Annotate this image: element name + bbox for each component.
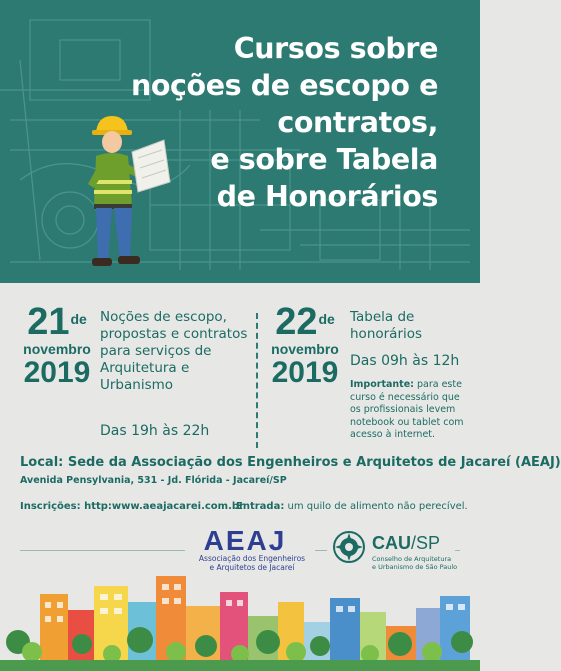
aeaj-logo [190,525,300,555]
brasao-icon [332,530,366,564]
aeaj-caption-line: e Arquitetos de Jacareí [209,563,295,572]
event-location: Local: Sede da Associação dos Engenheiros e Arquitetos de Jacareí (AEAJ) [20,455,561,470]
hero-title-line: contratos, [277,106,438,139]
course-2-hours: Das 09h às 12h [350,353,460,369]
entry-label: Entrada: [236,501,285,512]
course-1-hours: Das 19h às 22h [100,423,210,439]
hero-banner [0,0,480,283]
cau-sp: /SP [411,533,441,553]
course-1-title [100,309,250,394]
course-line: Urbanismo [100,377,174,393]
entry-requirement [236,501,468,512]
date-day: 22 [275,301,318,343]
date-month: novembro [23,341,91,357]
date-year: 2019 [23,356,91,389]
dashed-divider [256,313,258,448]
date-month: novembro [271,341,339,357]
registration-link[interactable]: Inscrições: http:www.aeajacarei.com.br [20,501,244,512]
note-text: para este curso é necessário que os profissionais levem notebook ou tablet com acesso à internet. [350,379,464,440]
note-label: Importante: [350,379,414,390]
sponsor-logos [0,520,480,580]
cau-caption [372,555,457,571]
hero-title-line: Cursos sobre [233,32,438,65]
hero-title-line: noções de escopo e [130,69,438,102]
hero-title-line: de Honorários [216,180,438,213]
course-line: Arquitetura e [100,360,190,376]
date-year: 2019 [271,356,339,389]
cau-logo-text [372,533,440,554]
course-line: para serviços de [100,343,212,359]
course-2-title [350,309,470,343]
important-note [350,379,468,442]
date-de: de [70,311,87,327]
cau-caption-line: Conselho de Arquitetura [372,555,452,563]
aeaj-caption-line: Associação dos Engenheiros [198,554,306,563]
aeaj-caption [192,554,312,572]
date-course-1 [22,303,92,389]
hero-title-line: e sobre Tabela [210,143,438,176]
cau-mark: CAU [372,533,411,553]
course-line: Noções de escopo, [100,309,227,325]
date-course-2 [270,303,340,389]
course-line: honorários [350,326,423,342]
course-line: Tabela de [350,309,415,325]
aeaj-mark: AEAJ [203,525,287,556]
date-day: 21 [27,301,70,343]
cau-caption-line: e Urbanismo de São Paulo [372,563,458,571]
city-skyline-illustration [0,572,480,671]
event-address: Avenida Pensylvania, 531 - Jd. Flórida - Jacareí/SP [20,475,287,486]
entry-text: um quilo de alimento não perecível. [284,501,468,512]
date-de: de [318,311,335,327]
construction-worker-illustration [78,110,178,270]
course-line: propostas e contratos [100,326,248,342]
